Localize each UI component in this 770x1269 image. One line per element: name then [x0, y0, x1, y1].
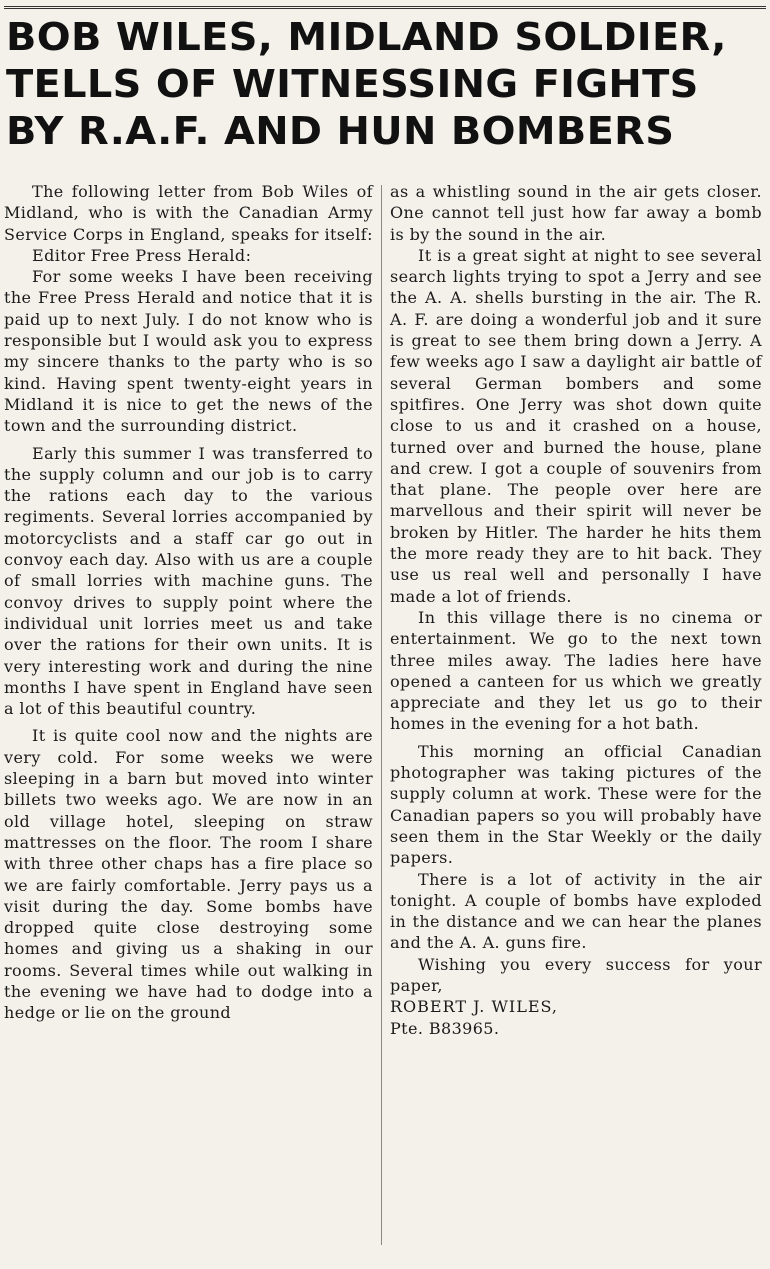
- headline-line-2: TELLS OF WITNESSING FIGHTS: [6, 62, 699, 106]
- headline-line-3: BY R.A.F. AND HUN BOMBERS: [6, 109, 675, 153]
- column-divider: [381, 185, 382, 1245]
- top-rule: [4, 6, 766, 9]
- intro-paragraph: The following letter from Bob Wiles of Midland, who is with the Canadian Army Service Corps in England, speaks for itself:: [4, 182, 373, 244]
- body-paragraph: For some weeks I have been receiving the Free Press Herald and notice that it is paid up to next July. I do not know who is responsible but I would ask you to express my sincere thanks to the party who is so kind. Having spent twenty-eight years in Midland it is nice to get the news of the town and the surrounding district.: [4, 267, 373, 436]
- body-paragraph: There is a lot of activity in the air tonight. A couple of bombs have exploded in the distance and we can hear the planes and the A. A. guns fire.: [390, 869, 762, 953]
- body-paragraph: This morning an official Canadian photographer was taking pictures of the supply column at work. These were for the Canadian papers so you will probably have seen them in the Star Weekly or the daily papers.: [390, 741, 762, 868]
- body-paragraph: It is a great sight at night to see several search lights trying to spot a Jerry and see the A. A. shells bursting in the air. The R. A. F. are doing a wonderful job and it sure is great to see them bring down a Jerry. A few weeks ago I saw a daylight air battle of several German bombers and some spitfires. One Jerry was shot down quite close to us and it crashed on a house, turned over and burned the house, plane and crew. I got a couple of souvenirs from that plane. The people over here are marvellous and their spirit will never be broken by Hitler. The harder he hits them the more ready they are to hit back. They use us real well and personally I have made a lot of friends.: [390, 245, 762, 606]
- salutation: Editor Free Press Herald:: [32, 245, 252, 265]
- closing-line: Wishing you every success for your paper,: [390, 954, 762, 995]
- headline: [6, 14, 770, 155]
- article-column-right: [390, 181, 762, 1039]
- body-paragraph: In this village there is no cinema or entertainment. We go to the next town three miles away. The ladies here have opened a canteen for us which we greatly appreciate and they let us go to their homes in the evening for a hot bath.: [390, 607, 762, 734]
- signature-rank: Pte. B83965.: [390, 1018, 500, 1038]
- article-column-left: [4, 181, 373, 1024]
- headline-line-1: BOB WILES, MIDLAND SOLDIER,: [6, 15, 727, 59]
- signature-name: ROBERT J. WILES,: [390, 997, 559, 1017]
- body-paragraph: as a whistling sound in the air gets closer. One cannot tell just how far away a bomb is by the sound in the air.: [390, 182, 762, 244]
- body-paragraph: It is quite cool now and the nights are very cold. For some weeks we were sleeping in a barn but moved into winter billets two weeks ago. We are now in an old village hotel, sleeping on straw mattresses on the floor. The room I share with three other chaps has a fire place so we are fairly comfortable. Jerry pays us a visit during the day. Some bombs have dropped quite close destroying some homes and giving us a shaking in our rooms. Several times while out walking in the evening we have had to dodge into a hedge or lie on the ground: [4, 726, 373, 1023]
- body-paragraph: Early this summer I was transferred to the supply column and our job is to carry the rations each day to the various regiments. Several lorries accompanied by motorcyclists and a staff car go out in convoy each day. Also with us are a couple of small lorries with machine guns. The convoy drives to supply point where the individual unit lorries meet us and take over the rations for their own units. It is very interesting work and during the nine months I have spent in England have seen a lot of this beautiful country.: [4, 443, 373, 719]
